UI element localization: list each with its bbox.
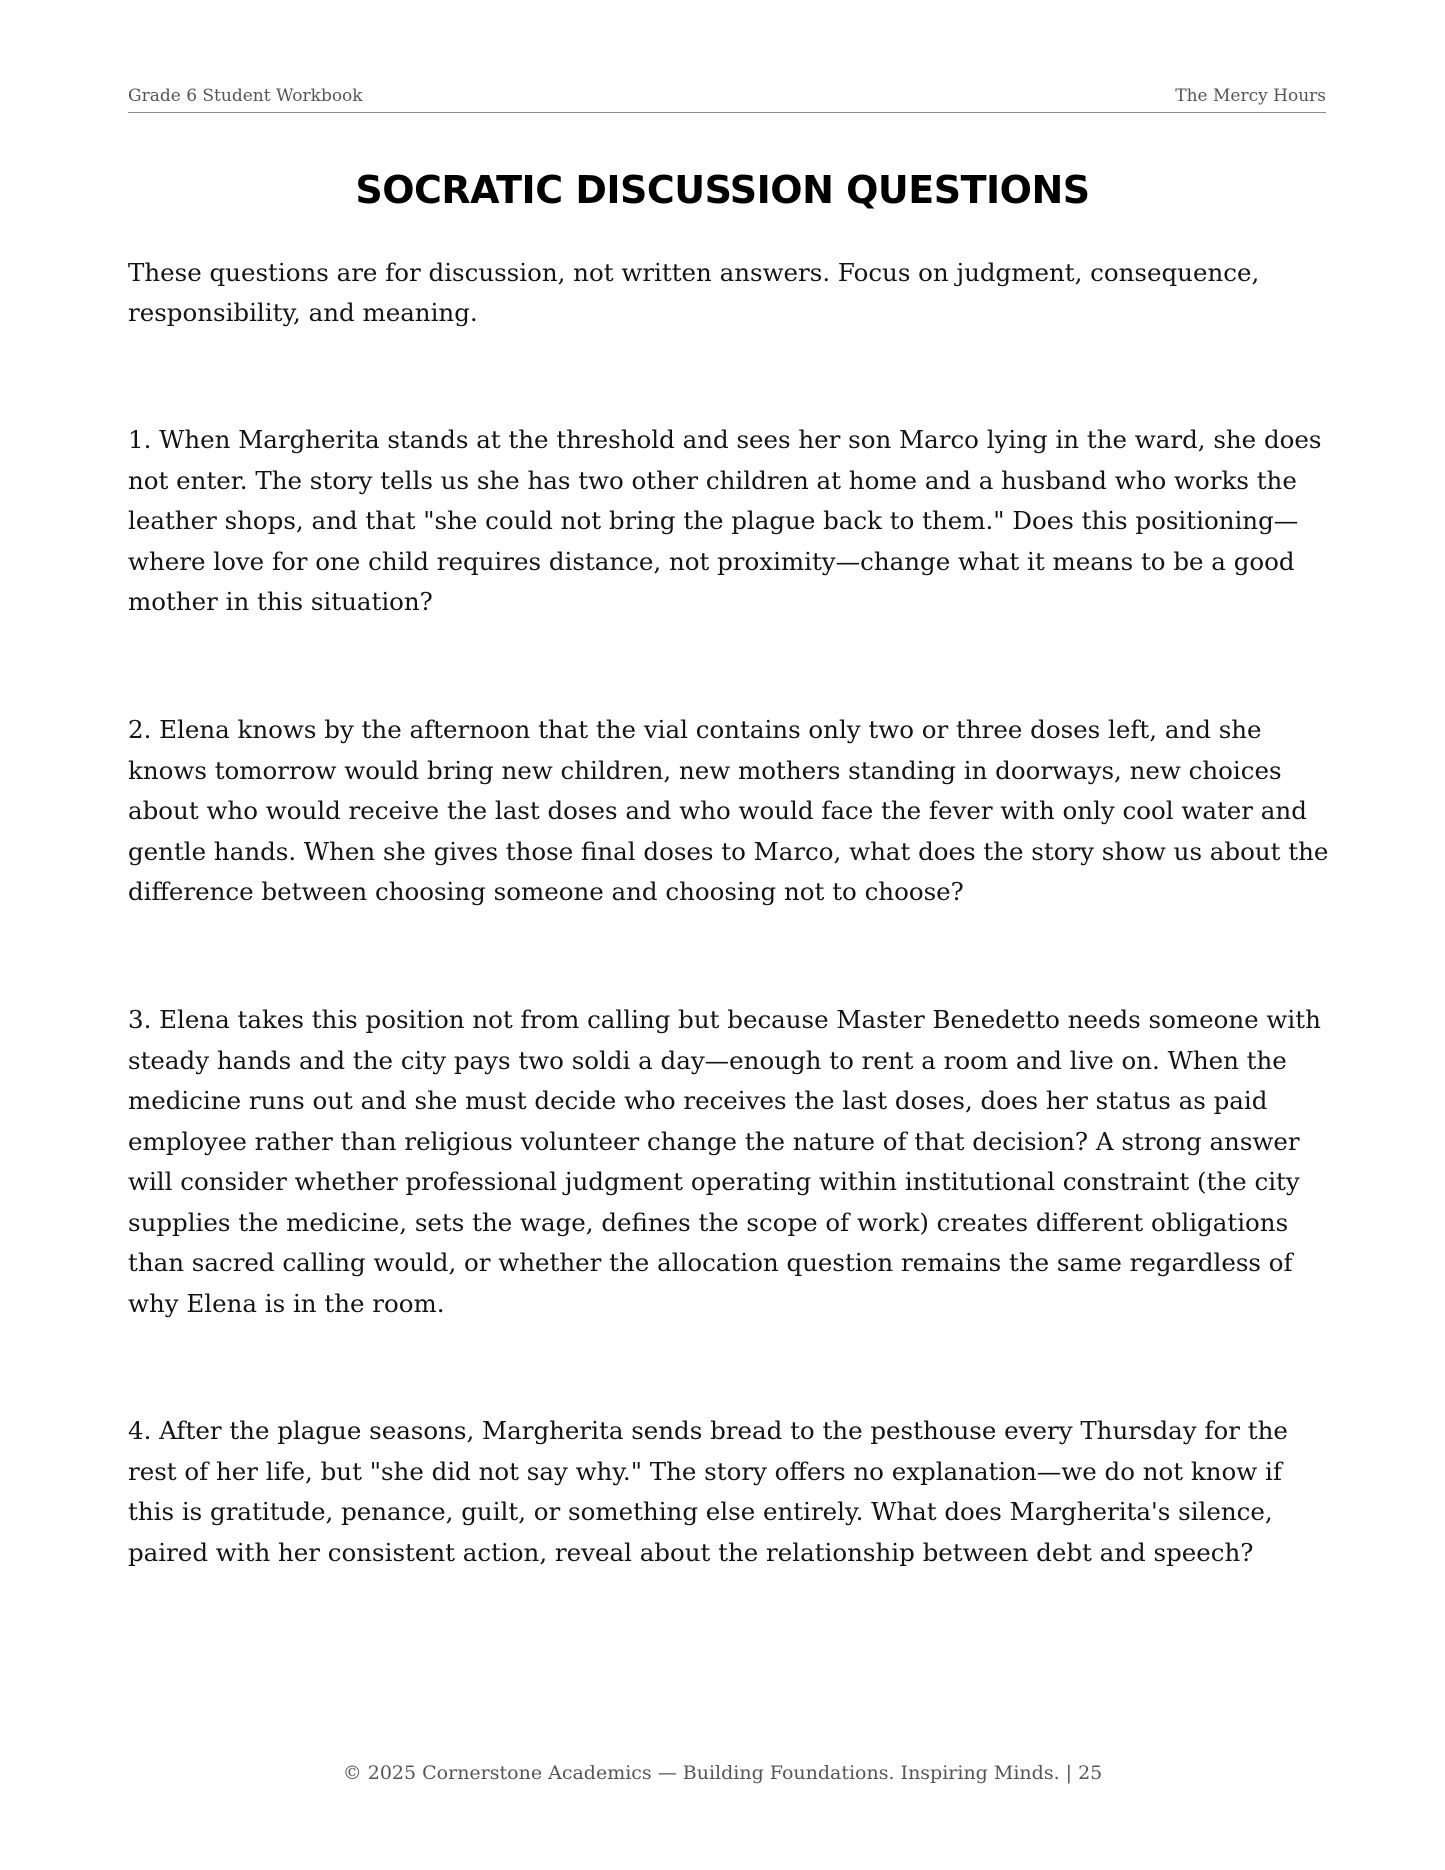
page-footer: © 2025 Cornerstone Academics — Building Foundations. Inspiring Minds. | 25 — [342, 1762, 1103, 1784]
page-header — [128, 82, 1326, 113]
header-workbook-title: Grade 6 Student Workbook — [128, 86, 363, 106]
discussion-question-3: 3. Elena takes this position not from calling but because Master Benedetto needs someone with steady hands and the city pays two soldi a day—enough to rent a room and live on. When the medicine runs out and she must decide who receives the last doses, does her status as paid employee rather than religious volunteer change the nature of that decision? A strong answer will consider whether professional judgment operating within institutional constraint (the city supplies the medicine, sets the wage, defines the scope of work) creates different obligations than sacred calling would, or whether the allocation question remains the same regardless of why Elena is in the room. — [128, 1005, 1321, 1318]
discussion-question-4: 4. After the plague seasons, Margherita sends bread to the pesthouse every Thursday for the rest of her life, but "she did not say why." The story offers no explanation—we do not know if this is gratitude, penance, guilt, or something else entirely. What does Margherita's silence, paired with her consistent action, reveal about the relationship between debt and speech? — [128, 1416, 1288, 1567]
intro-paragraph: These questions are for discussion, not written answers. Focus on judgment, consequence, responsibility, and meaning. — [128, 258, 1260, 327]
discussion-question-1: 1. When Margherita stands at the threshold and sees her son Marco lying in the ward, she does not enter. The story tells us she has two other children at home and a husband who works the leather shops, and that "she could not bring the plague back to them." Does this positioning—where love for one child requires distance, not proximity—change what it means to be a good mother in this situation? — [128, 425, 1322, 616]
page-title: SOCRATIC DISCUSSION QUESTIONS — [355, 168, 1090, 212]
header-book-title: The Mercy Hours — [1175, 86, 1326, 106]
discussion-question-2: 2. Elena knows by the afternoon that the vial contains only two or three doses left, and she knows tomorrow would bring new children, new mothers standing in doorways, new choices about who would receive the last doses and who would face the fever with only cool water and gentle hands. When she gives those final doses to Marco, what does the story show us about the difference between choosing someone and choosing not to choose? — [128, 715, 1329, 906]
